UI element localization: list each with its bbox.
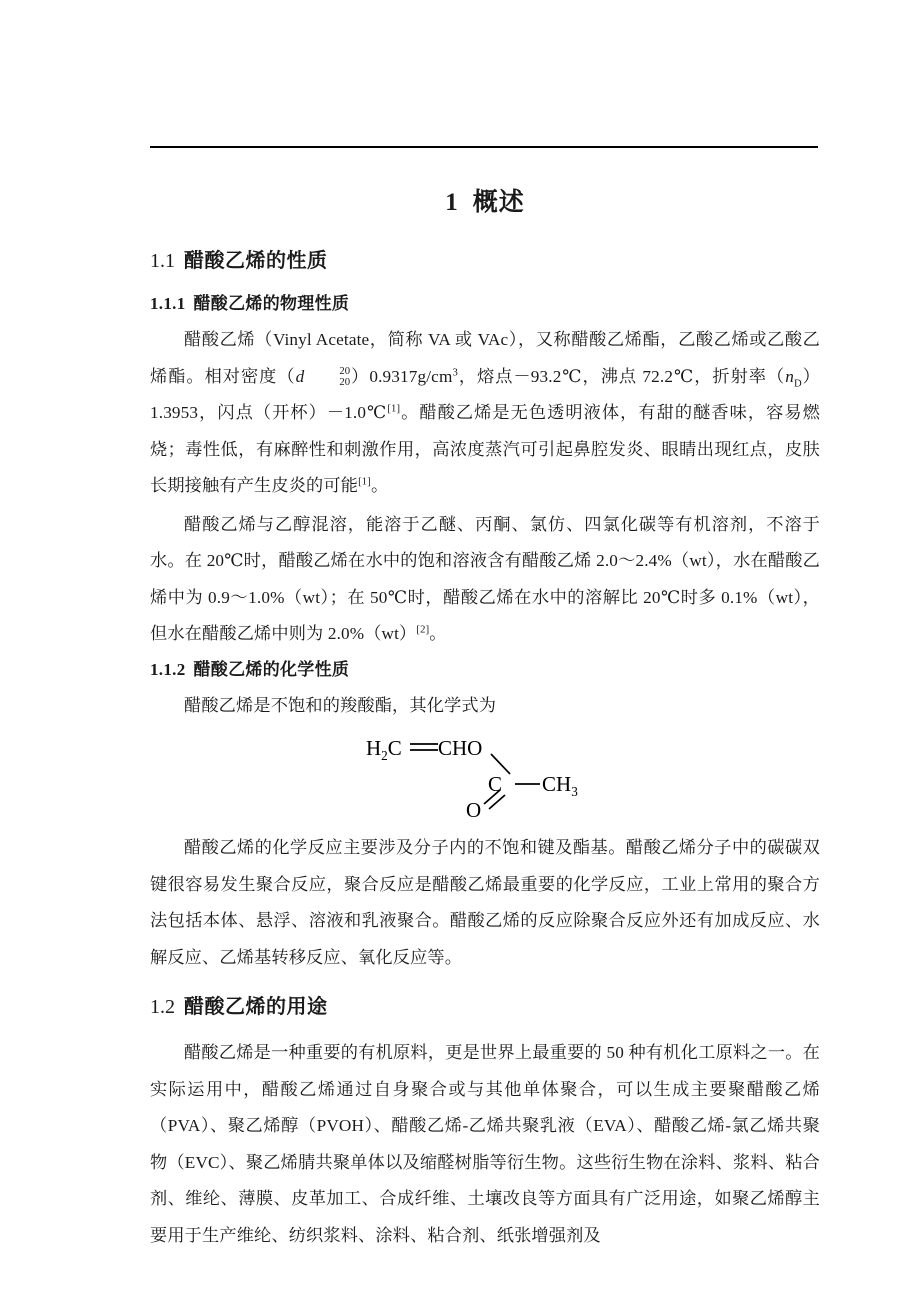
heading-1-2-text: 醋酸乙烯的用途 (184, 996, 328, 1018)
heading-1-1-number: 1.1 (150, 250, 175, 272)
header-divider-rule (150, 146, 818, 148)
text-run: 。醋酸乙烯是无色透明液体，有甜的醚香味，容易燃烧；毒性低，有麻醉性和刺激作用，高浓度蒸汽可引起鼻腔发炎、眼睛出现红点，皮肤长期接触有产生皮炎的可能 (150, 403, 821, 495)
text-run: 醋酸乙烯与乙醇混溶，能溶于乙醚、丙酮、氯仿、四氯化碳等有机溶剂，不溶于水。在 20℃时，醋酸乙烯在水中的饱和溶液含有醋酸乙烯 2.0～2.4%（wt），水在醋酸乙烯中为 0.9～1.0%（wt）；在 50℃时，醋酸乙烯在水中的溶解比 20℃时多 0.1%（wt），但水在醋酸乙烯中则为 2.0%（wt） (150, 514, 820, 643)
atom-label-cho: CHO (438, 736, 483, 760)
refractive-index-symbol: n (785, 366, 794, 386)
section-spacer (150, 978, 820, 990)
refractive-index-subscript: D (793, 377, 802, 389)
atom-sub-2: 2 (381, 748, 388, 764)
heading-1-1-2-text: 醋酸乙烯的化学性质 (193, 659, 350, 679)
heading-1-1-1-text: 醋酸乙烯的物理性质 (193, 294, 350, 313)
heading-1-2-number: 1.2 (150, 996, 175, 1018)
atom-label-ch3: $CH_3$ (542, 772, 578, 800)
citation-ref-1b: [1] (358, 476, 371, 488)
page-title-number: 1 (445, 189, 459, 216)
heading-section-1-1-2 (150, 655, 820, 680)
heading-1-1-2-number: 1.1.2 (150, 659, 186, 679)
density-superscript: 20 (339, 365, 351, 377)
heading-section-1-2 (150, 990, 820, 1019)
atom-sub-3: 3 (571, 784, 578, 800)
paragraph-physical-properties-1 (150, 322, 820, 505)
density-super-sub (305, 367, 350, 389)
heading-section-1-1-1 (150, 289, 820, 314)
paragraph-physical-properties-2 (150, 507, 820, 653)
citation-ref-1a: [1] (387, 403, 401, 415)
paragraph-uses: 醋酸乙烯是一种重要的有机原料，更是世界上最重要的 50 种有机化工原料之一。在实际运用中，醋酸乙烯通过自身聚合或与其他单体聚合，可以生成主要聚醋酸乙烯（PVA）、聚乙烯醇（PVOH）、醋酸乙烯-乙烯共聚乳液（EVA）、醋酸乙烯-氯乙烯共聚物（EVC）、聚乙烯腈共聚单体以及缩醛树脂等衍生物。这些衍生物在涂料、浆料、粘合剂、维纶、薄膜、皮革加工、合成纤维、土壤改良等方面具有广泛用途，如聚乙烯醇主要用于生产维纶、纺织浆料、涂料、粘合剂、纸张增强剂及 (150, 1043, 820, 1245)
text-run: 。 (370, 476, 389, 495)
atom-label-h2c: $H_2C$ (366, 736, 402, 764)
text-run: ，熔点－93.2℃，沸点 72.2℃，折射率（ (457, 366, 786, 386)
atom-label-carbonyl-c: C (488, 772, 503, 796)
vinyl-acetate-structure-icon (360, 730, 610, 822)
density-symbol: d (295, 366, 305, 386)
chemical-formula-block (150, 730, 820, 822)
paragraph-chemical-reactions: 醋酸乙烯的化学反应主要涉及分子内的不饱和键及酯基。醋酸乙烯分子中的碳碳双键很容易发生聚合反应，聚合反应是醋酸乙烯最重要的化学反应，工业上常用的聚合方法包括本体、悬浮、溶液和乳液聚合。醋酸乙烯的反应除聚合反应外还有加成反应、水解反应、乙烯基转移反应、氧化反应等。 (150, 838, 820, 967)
document-content (150, 170, 820, 1256)
density-subscript: 20 (339, 376, 351, 388)
cm-cubed-exponent: 3 (452, 366, 458, 378)
text-run: ）0.9317g/cm (350, 366, 453, 386)
page-title-text: 概述 (472, 189, 525, 216)
heading-section-1-1 (150, 244, 820, 273)
atom-label-oxygen: O (466, 798, 482, 822)
text-run: 醋酸乙烯（Vinyl Acetate，简称 VA 或 VAc），又称醋酸乙烯酯，乙酸乙烯或乙酸乙烯酯。相对密度（ (150, 330, 820, 386)
paragraph-chemical-intro: 醋酸乙烯是不饱和的羧酸酯，其化学式为 (184, 695, 497, 715)
heading-1-1-1-number: 1.1.1 (150, 294, 186, 313)
heading-1-1-text: 醋酸乙烯的性质 (184, 250, 328, 272)
page-title (150, 182, 820, 218)
text-run: 。 (429, 624, 447, 643)
citation-ref-2: [2] (416, 624, 430, 636)
text-run: ）1.3953，闪点（开杯）－1.0℃ (150, 366, 820, 422)
